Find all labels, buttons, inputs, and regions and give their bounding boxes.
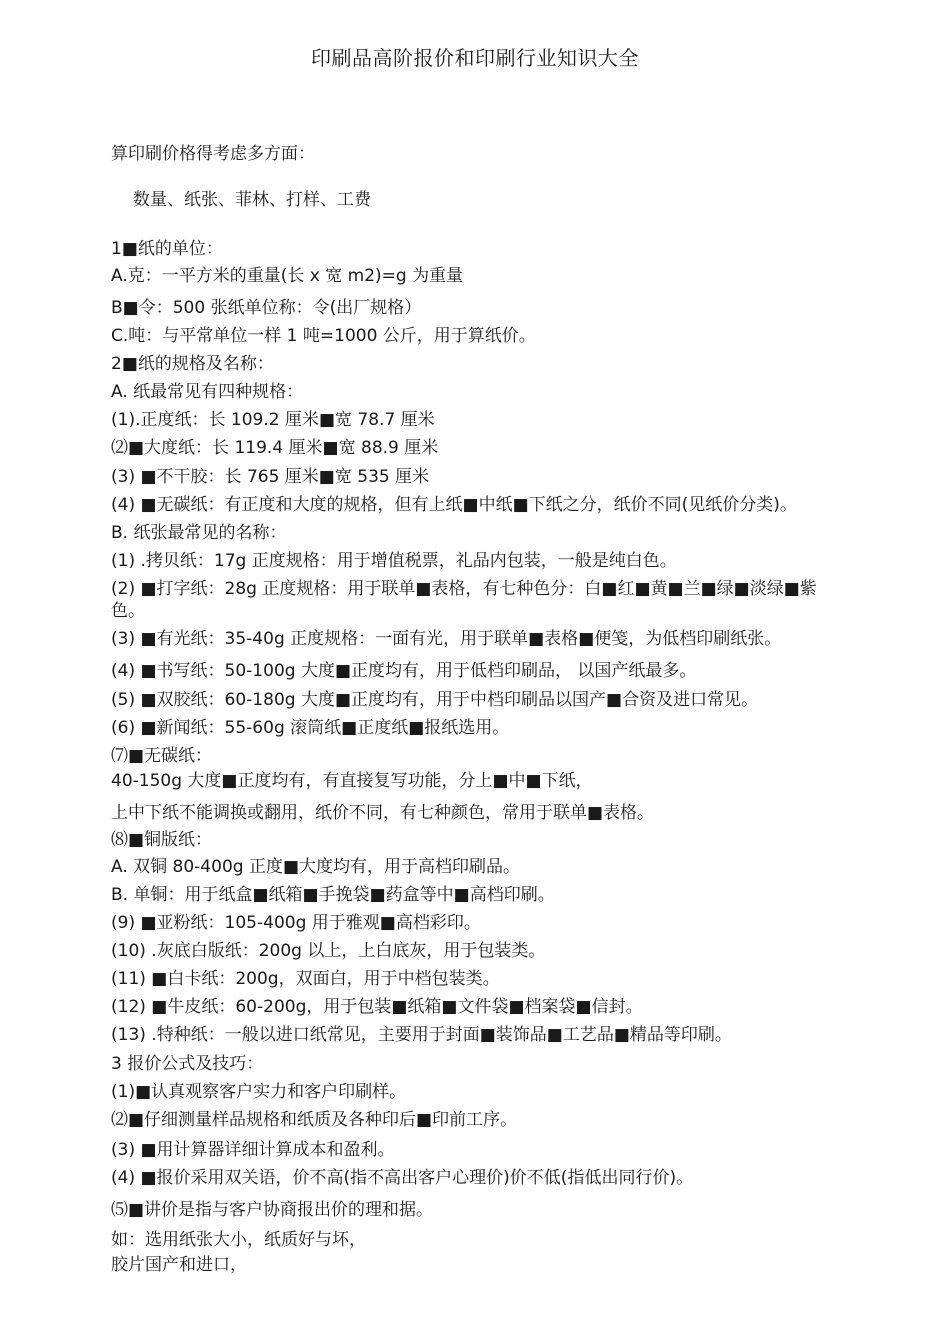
paragraph-line: B■令：500 张纸单位称：令(出厂规格）	[111, 298, 422, 318]
paragraph-line: 40-150g 大度■正度均有，有直接复写功能，分上■中■下纸，	[111, 771, 593, 791]
paragraph-line: (3) ■有光纸：35-40g 正度规格：一面有光，用于联单■表格■便笺，为低档印刷纸张。	[111, 629, 782, 649]
paragraph-line: (3) ■不干胶：长 765 厘米■宽 535 厘米	[111, 467, 430, 487]
paragraph-line: 上中下纸不能调换或翻用，纸价不同，有七种颜色，常用于联单■表格。	[111, 803, 655, 823]
paragraph-line: A.克：一平方米的重量(长 x 宽 m2)=g 为重量	[111, 266, 464, 286]
paragraph-line: (5) ■双胶纸：60-180g 大度■正度均有，用于中档印刷品以国产■合资及进口常见。	[111, 690, 759, 710]
section-heading: 1■纸的单位：	[111, 239, 223, 259]
paragraph-line: (1)■认真观察客户实力和客户印刷样。	[111, 1082, 407, 1102]
paragraph-line: (1).正度纸：长 109.2 厘米■宽 78.7 厘米	[111, 410, 435, 430]
document-title: 印刷品高阶报价和印刷行业知识大全	[311, 46, 639, 70]
paragraph-line: B. 单铜：用于纸盒■纸箱■手挽袋■药盒等中■高档印刷。	[111, 885, 555, 905]
paragraph-line: (3) ■用计算器详细计算成本和盈利。	[111, 1140, 395, 1160]
paragraph-line: A. 纸最常见有四种规格：	[111, 382, 304, 402]
paragraph-line: (11) ■白卡纸：200g，双面白，用于中档包装类。	[111, 969, 500, 989]
section-heading: 3 报价公式及技巧：	[111, 1054, 264, 1074]
paragraph-line: (10) .灰底白版纸：200g 以上，上白底灰，用于包装类。	[111, 941, 546, 961]
paragraph-line: (12) ■牛皮纸：60-200g，用于包装■纸箱■文件袋■档案袋■信封。	[111, 997, 643, 1017]
paragraph-line: 数量、纸张、菲林、打样、工费	[133, 190, 371, 210]
paragraph-line: C.吨：与平常单位一样 1 吨=1000 公斤，用于算纸价。	[111, 326, 536, 346]
paragraph-line: ⑵■仔细测量样品规格和纸质及各种印后■印前工序。	[111, 1110, 518, 1130]
paragraph-line: (4) ■报价采用双关语，价不高(指不高出客户心理价)价不低(指低出同行价)。	[111, 1168, 694, 1188]
paragraph-line: (6) ■新闻纸：55-60g 滚筒纸■正度纸■报纸选用。	[111, 718, 510, 738]
paragraph-line: 胶片国产和进口，	[111, 1255, 247, 1275]
paragraph-line: ⑸■讲价是指与客户协商报出价的理和据。	[111, 1200, 434, 1220]
paragraph-line: (4) ■书写纸：50-100g 大度■正度均有，用于低档印刷品， 以国产纸最多。	[111, 661, 697, 681]
paragraph-line: (1) .拷贝纸：17g 正度规格：用于增值税票，礼品内包装，一般是纯白色。	[111, 551, 677, 571]
paragraph-line: (9) ■亚粉纸：105-400g 用于雅观■高档彩印。	[111, 913, 481, 933]
paragraph-line: ⑵■大度纸：长 119.4 厘米■宽 88.9 厘米	[111, 438, 439, 458]
paragraph-line: (4) ■无碳纸：有正度和大度的规格，但有上纸■中纸■下纸之分，纸价不同(见纸价分类)。	[111, 495, 797, 515]
paragraph-line: ⑻■铜版纸：	[111, 830, 213, 850]
paragraph-line: (13) .特种纸：一般以进口纸常见，主要用于封面■装饰品■工艺品■精品等印刷。	[111, 1025, 732, 1045]
paragraph-line: 算印刷价格得考虑多方面：	[111, 144, 315, 164]
paragraph-line: (2) ■打字纸：28g 正度规格：用于联单■表格，有七种色分：白■红■黄■兰■绿■淡绿■紫色。	[111, 579, 817, 621]
section-heading: 2■纸的规格及名称：	[111, 354, 274, 374]
paragraph-line: ⑺■无碳纸：	[111, 746, 213, 766]
paragraph-line: B. 纸张最常见的名称：	[111, 523, 287, 543]
paragraph-line: 如：选用纸张大小，纸质好与坏，	[111, 1230, 366, 1250]
paragraph-line: A. 双铜 80-400g 正度■大度均有，用于高档印刷品。	[111, 857, 521, 877]
